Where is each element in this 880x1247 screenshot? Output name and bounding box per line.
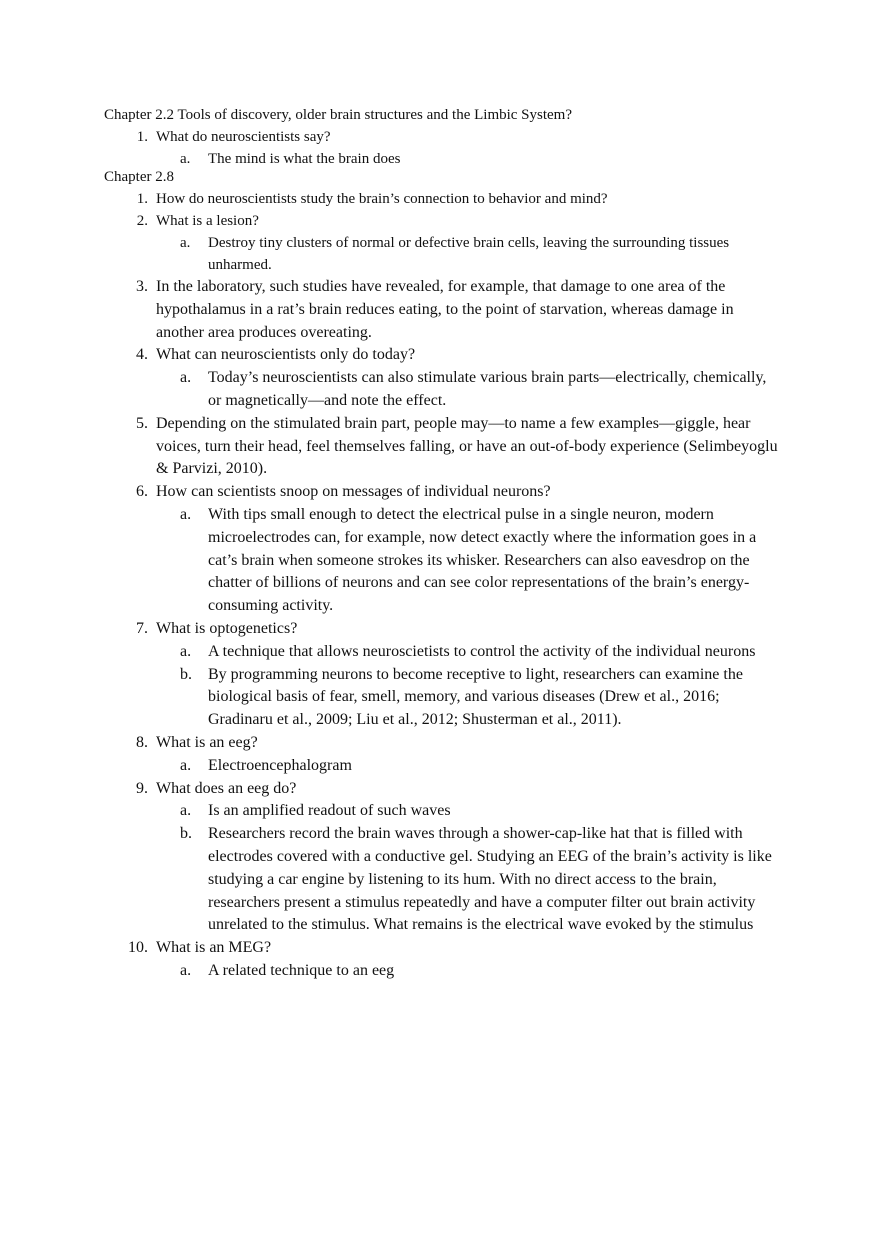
sub-item-letter: a. [180,802,192,820]
sub-item-text: Destroy tiny clusters of normal or defective brain cells, leaving the surrounding tissues unharmed. [208,235,730,273]
sub-item-text: Researchers record the brain waves through a shower-cap-like hat that is filled with electrodes covered with a conductive gel. Studying an EEG of the brain’s activity is like studying a car engine by listening to its hum. With no direct access to the brain, researchers present a stimulus repeatedly and have a computer filter out brain activity unrelated to the stimulus. What remains is the electrical wave evoked by the stimulus [208,825,772,934]
sub-item-letter: a. [180,235,191,251]
answer-list [156,755,780,778]
answer-list [156,232,780,276]
sub-item-text: With tips small enough to detect the electrical pulse in a single neuron, modern microelectrodes can, for example, now detect exactly where the information goes in a cat’s brain when someone strokes its whisker. Researchers can also eavesdrop on the chatter of billions of neurons and can see color representations of the brain’s energy-consuming activity. [208,505,757,615]
answer-list [156,641,780,732]
item-number: 1. [136,191,148,207]
section-heading: Chapter 2.8 [104,169,174,185]
list-item [0,344,880,412]
sub-item-letter: a. [180,151,191,167]
sub-item [180,504,780,618]
sub-item [180,823,780,937]
item-number: 6. [136,483,148,501]
sub-item [180,960,780,983]
answer-list [156,960,780,983]
list-item [0,778,880,938]
item-number: 10. [128,939,148,957]
section-heading: Chapter 2.2 Tools of discovery, older brain structures and the Limbic System? [104,107,573,123]
item-number: 1. [136,129,148,145]
item-number: 3. [136,278,148,295]
list-item [0,937,880,983]
sub-item-text: Is an amplified readout of such waves [208,802,451,820]
question-list [0,126,880,170]
sub-item-letter: a. [180,505,192,523]
sub-item [180,664,780,732]
answer-list [156,148,780,170]
list-item [0,481,880,618]
list-item [0,188,880,210]
sub-item [180,367,780,413]
answer-list [156,504,780,618]
sub-item [180,641,780,664]
list-item [0,618,880,732]
item-text: What do neuroscientists say? [156,129,331,145]
item-number: 4. [136,346,148,364]
item-number: 5. [136,414,148,432]
item-text: How do neuroscientists study the brain’s connection to behavior and mind? [156,191,608,207]
sub-item-text: Today’s neuroscientists can also stimulate various brain parts—electrically, chemically, or magnetically—and note the effect. [208,369,767,409]
item-text: What can neuroscientists only do today? [156,346,416,364]
sub-item-text: A related technique to an eeg [208,961,395,979]
item-text: What is an eeg? [156,733,258,751]
sub-item-text: By programming neurons to become receptive to light, researchers can examine the biological basis of fear, smell, memory, and various diseases (Drew et al., 2016; Gradinaru et al., 2009; Liu et al., 2012; Shusterman et al., 2011). [208,665,743,729]
item-text: How can scientists snoop on messages of individual neurons? [156,483,551,501]
sub-item-letter: a. [180,961,192,979]
answer-list [156,800,780,937]
list-item [0,126,880,170]
sub-item [180,755,780,778]
list-item [0,732,880,778]
sub-item [180,148,780,170]
item-number: 2. [136,213,148,229]
item-text: What is optogenetics? [156,619,298,637]
item-text: Depending on the stimulated brain part, people may—to name a few examples—giggle, hear voices, turn their head, feel themselves falling, or have an out-of-body experience (Selimbeyoglu & Parvizi, 2010). [156,414,778,478]
list-item [0,210,880,276]
sub-item-text: A technique that allows neuroscietists to control the activity of the individual neurons [208,642,756,660]
sub-item-text: Electroencephalogram [208,756,352,774]
sub-item-text: The mind is what the brain does [208,151,401,167]
item-number: 7. [136,619,148,637]
answer-list [156,367,780,413]
item-number: 8. [136,733,148,751]
sub-item-letter: a. [180,369,192,387]
item-number: 9. [136,779,148,797]
sub-item-letter: a. [180,756,192,774]
sub-item-letter: b. [180,665,192,683]
sub-item-letter: a. [180,642,192,660]
question-list [0,188,880,983]
sub-item [180,800,780,823]
list-item [0,413,880,481]
item-text: What does an eeg do? [156,779,297,797]
item-text: In the laboratory, such studies have revealed, for example, that damage to one area of the hypothalamus in a rat’s brain reduces eating, to the point of starvation, whereas damage in another area produces overeating. [156,278,734,341]
list-item [0,276,880,344]
sub-item-letter: b. [180,825,192,843]
item-text: What is a lesion? [156,213,259,229]
sub-item [180,232,780,276]
item-text: What is an MEG? [156,939,272,957]
